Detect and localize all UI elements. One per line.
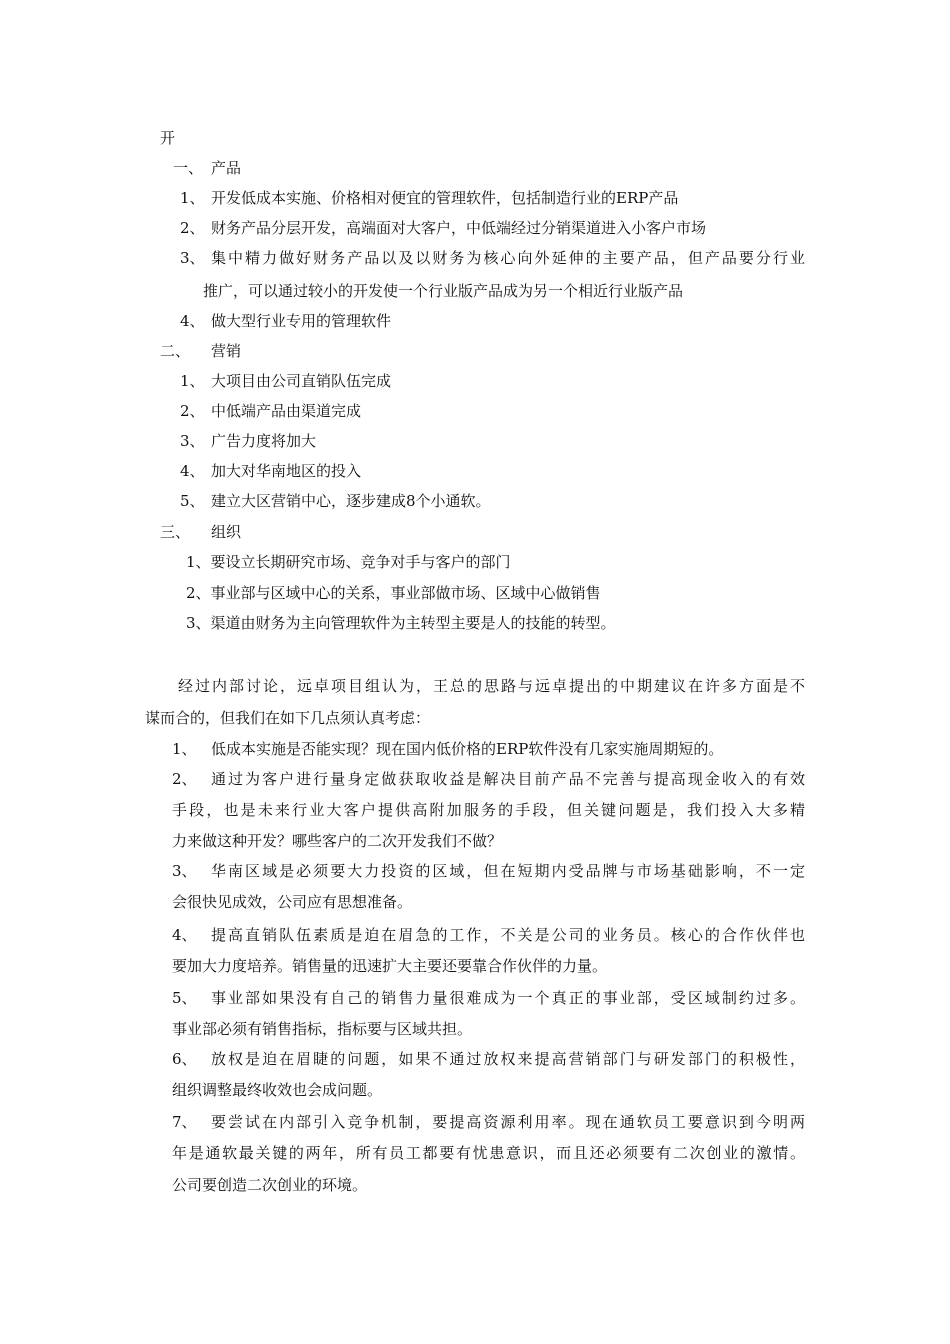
section3-item1: 1、要设立长期研究市场、竞争对手与客户的部门: [186, 553, 511, 571]
section2-item4-number: 4、: [180, 462, 205, 480]
section3-item3: 3、渠道由财务为主向管理软件为主转型主要是人的技能的转型。: [186, 614, 616, 632]
section1-title: 产品: [211, 159, 242, 177]
point5-number: 5、: [172, 989, 197, 1007]
point4-number: 4、: [172, 926, 197, 944]
section2-item1-text: 大项目由公司直销队伍完成: [211, 372, 392, 390]
top-char: 开: [160, 129, 176, 147]
section2-title: 营销: [211, 342, 242, 360]
point6-line2: 组织调整最终收效也会成问题。: [172, 1081, 383, 1099]
section1-item4-text: 做大型行业专用的管理软件: [211, 312, 392, 330]
section1-item1-number: 1、: [180, 189, 205, 207]
section1-item2-number: 2、: [180, 219, 205, 237]
point7-line2: 年是通软最关键的两年，所有员工都要有忧患意识，而且还必须要有二次创业的激情。: [172, 1144, 805, 1162]
point3-number: 3、: [172, 862, 197, 880]
section2-item1-number: 1、: [180, 372, 205, 390]
point7-line3: 公司要创造二次创业的环境。: [172, 1176, 368, 1194]
section3-number: 三、: [160, 523, 191, 541]
point4-line1: 提高直销队伍素质是迫在眉急的工作，不关是公司的业务员。核心的合作伙伴也: [211, 926, 805, 944]
point7-number: 7、: [172, 1113, 197, 1131]
section1-item1-text: 开发低成本实施、价格相对便宜的管理软件，包括制造行业的ERP产品: [211, 189, 679, 207]
point1-number: 1、: [172, 740, 197, 758]
point2-line1: 通过为客户进行量身定做获取收益是解决目前产品不完善与提高现金收入的有效: [211, 770, 805, 788]
section1-item3-number: 3、: [180, 249, 205, 267]
section2-item4-text: 加大对华南地区的投入: [211, 462, 362, 480]
point2-line3: 力来做这种开发？哪些客户的二次开发我们不做？: [172, 832, 503, 850]
section2-item3-number: 3、: [180, 432, 205, 450]
point3-line1: 华南区域是必须要大力投资的区域，但在短期内受品牌与市场基础影响，不一定: [211, 862, 805, 880]
point2-number: 2、: [172, 770, 197, 788]
point6-number: 6、: [172, 1050, 197, 1068]
section2-number: 二、: [160, 342, 191, 360]
point7-line1: 要尝试在内部引入竞争机制，要提高资源利用率。现在通软员工要意识到今明两: [211, 1113, 805, 1131]
point4-line2: 要加大力度培养。销售量的迅速扩大主要还要靠合作伙伴的力量。: [172, 957, 608, 975]
section2-item3-text: 广告力度将加大: [211, 432, 317, 450]
section2-item2-number: 2、: [180, 402, 205, 420]
point5-line2: 事业部必须有销售指标，指标要与区域共担。: [172, 1020, 473, 1038]
discussion-intro-line2: 谋而合的，但我们在如下几点须认真考虑：: [145, 709, 431, 727]
point3-line2: 会很快见成效，公司应有思想准备。: [172, 893, 413, 911]
point1-line1: 低成本实施是否能实现？现在国内低价格的ERP软件没有几家实施周期短的。: [211, 740, 724, 758]
section2-item5-text: 建立大区营销中心，逐步建成8个小通软。: [211, 492, 491, 510]
section1-item4-number: 4、: [180, 312, 205, 330]
section1-item2-text: 财务产品分层开发，高端面对大客户，中低端经过分销渠道进入小客户市场: [211, 219, 707, 237]
section3-title: 组织: [211, 523, 242, 541]
section1-item3-text: 集中精力做好财务产品以及以财务为核心向外延伸的主要产品，但产品要分行业: [211, 249, 805, 267]
point2-line2: 手段，也是未来行业大客户提供高附加服务的手段，但关键问题是，我们投入大多精: [172, 801, 805, 819]
section1-number: 一、: [173, 159, 204, 177]
section1-item3-continuation: 推广，可以通过较小的开发使一个行业版产品成为另一个相近行业版产品: [203, 282, 684, 300]
section3-item2: 2、事业部与区域中心的关系，事业部做市场、区域中心做销售: [186, 584, 601, 602]
section2-item5-number: 5、: [180, 492, 205, 510]
point6-line1: 放权是迫在眉睫的问题，如果不通过放权来提高营销部门与研发部门的积极性，: [211, 1050, 805, 1068]
discussion-intro-line1: 经过内部讨论，远卓项目组认为，王总的思路与远卓提出的中期建议在许多方面是不: [178, 677, 805, 695]
point5-line1: 事业部如果没有自己的销售力量很难成为一个真正的事业部，受区域制约过多。: [211, 989, 805, 1007]
section2-item2-text: 中低端产品由渠道完成: [211, 402, 362, 420]
